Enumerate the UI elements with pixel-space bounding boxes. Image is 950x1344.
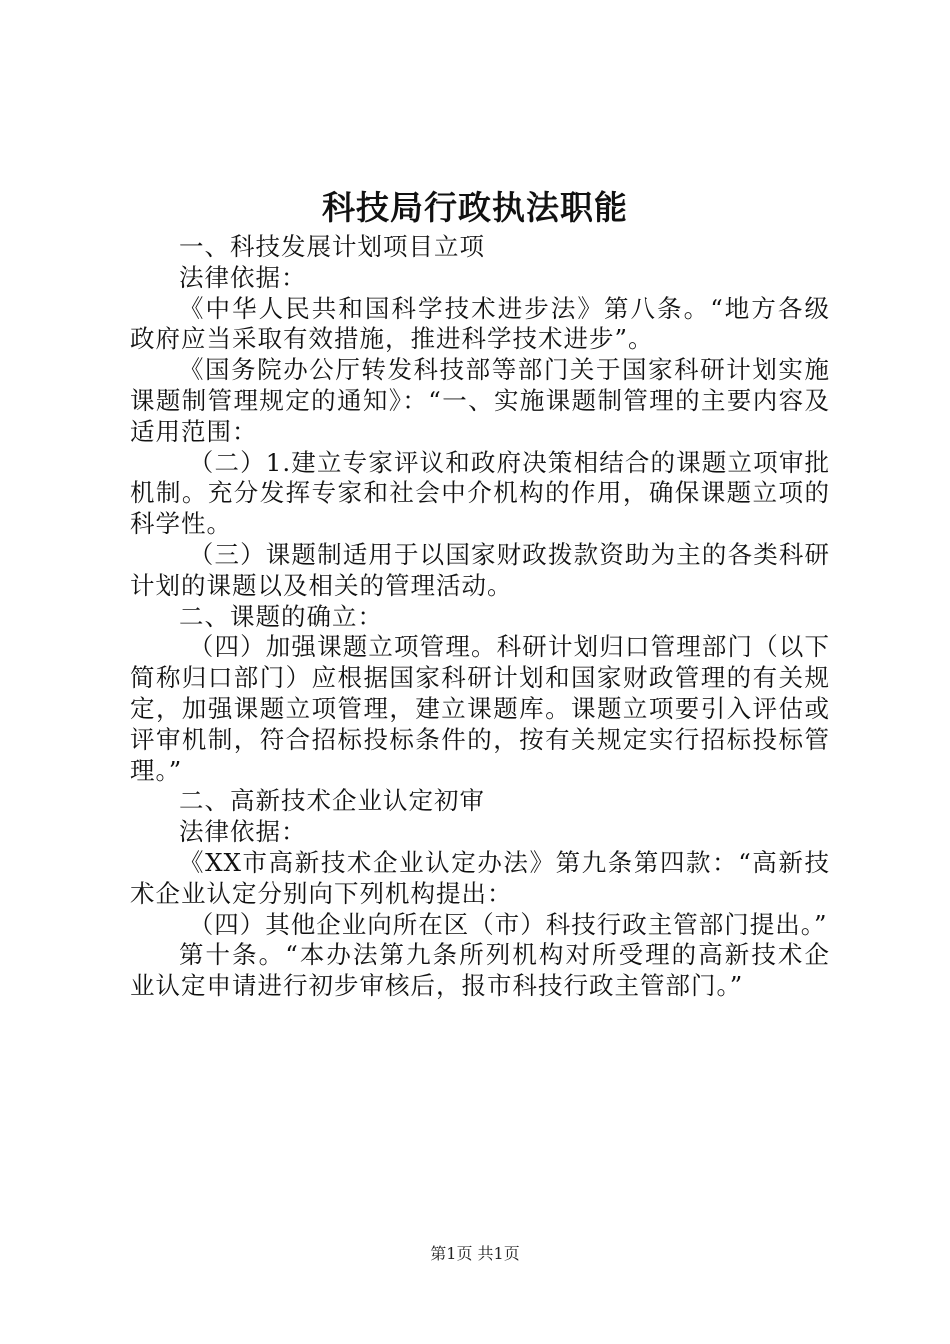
section-subheading-project: 二、课题的确立：: [179, 601, 383, 631]
document-body: [130, 232, 830, 1002]
paragraph-science-law: 《中华人民共和国科学技术进步法》第八条。“地方各级政府应当采取有效措施，推进科学技术进步”。: [130, 293, 830, 354]
document-title: 科技局行政执法职能: [322, 188, 628, 227]
paragraph-item-4-city: （四）其他企业向所在区（市）科技行政主管部门提出。”: [188, 909, 828, 939]
paragraph-item-3: （三）课题制适用于以国家财政拨款资助为主的各类科研计划的课题以及相关的管理活动。: [130, 539, 830, 600]
legal-basis-label-2: 法律依据：: [179, 817, 307, 847]
section-heading-2: 二、高新技术企业认定初审: [179, 786, 485, 816]
paragraph-item-2: （二）1.建立专家评议和政府决策相结合的课题立项审批机制。充分发挥专家和社会中介机构的作用，确保课题立项的科学性。: [130, 447, 830, 539]
paragraph-item-4: （四）加强课题立项管理。科研计划归口管理部门（以下简称归口部门）应根据国家科研计划和国家财政管理的有关规定，加强课题立项管理，建立课题库。课题立项要引入评估或评审机制，符合招标投标条件的，按有关规定实行招标投标管理。”: [130, 632, 830, 785]
legal-basis-label: 法律依据：: [179, 262, 307, 292]
section-heading-1: 一、科技发展计划项目立项: [179, 232, 485, 261]
page-footer: 第1页 共1页: [430, 1244, 520, 1263]
paragraph-article-10: 第十条。“本办法第九条所列机构对所受理的高新技术企业认定申请进行初步审核后，报市科技行政主管部门。”: [130, 940, 830, 1001]
paragraph-city-measures: 《XX市高新技术企业认定办法》第九条第四款：“高新技术企业认定分别向下列机构提出：: [130, 847, 830, 908]
paragraph-state-council-notice: 《国务院办公厅转发科技部等部门关于国家科研计划实施课题制管理规定的通知》：“一、实施课题制管理的主要内容及适用范围：: [130, 355, 830, 446]
